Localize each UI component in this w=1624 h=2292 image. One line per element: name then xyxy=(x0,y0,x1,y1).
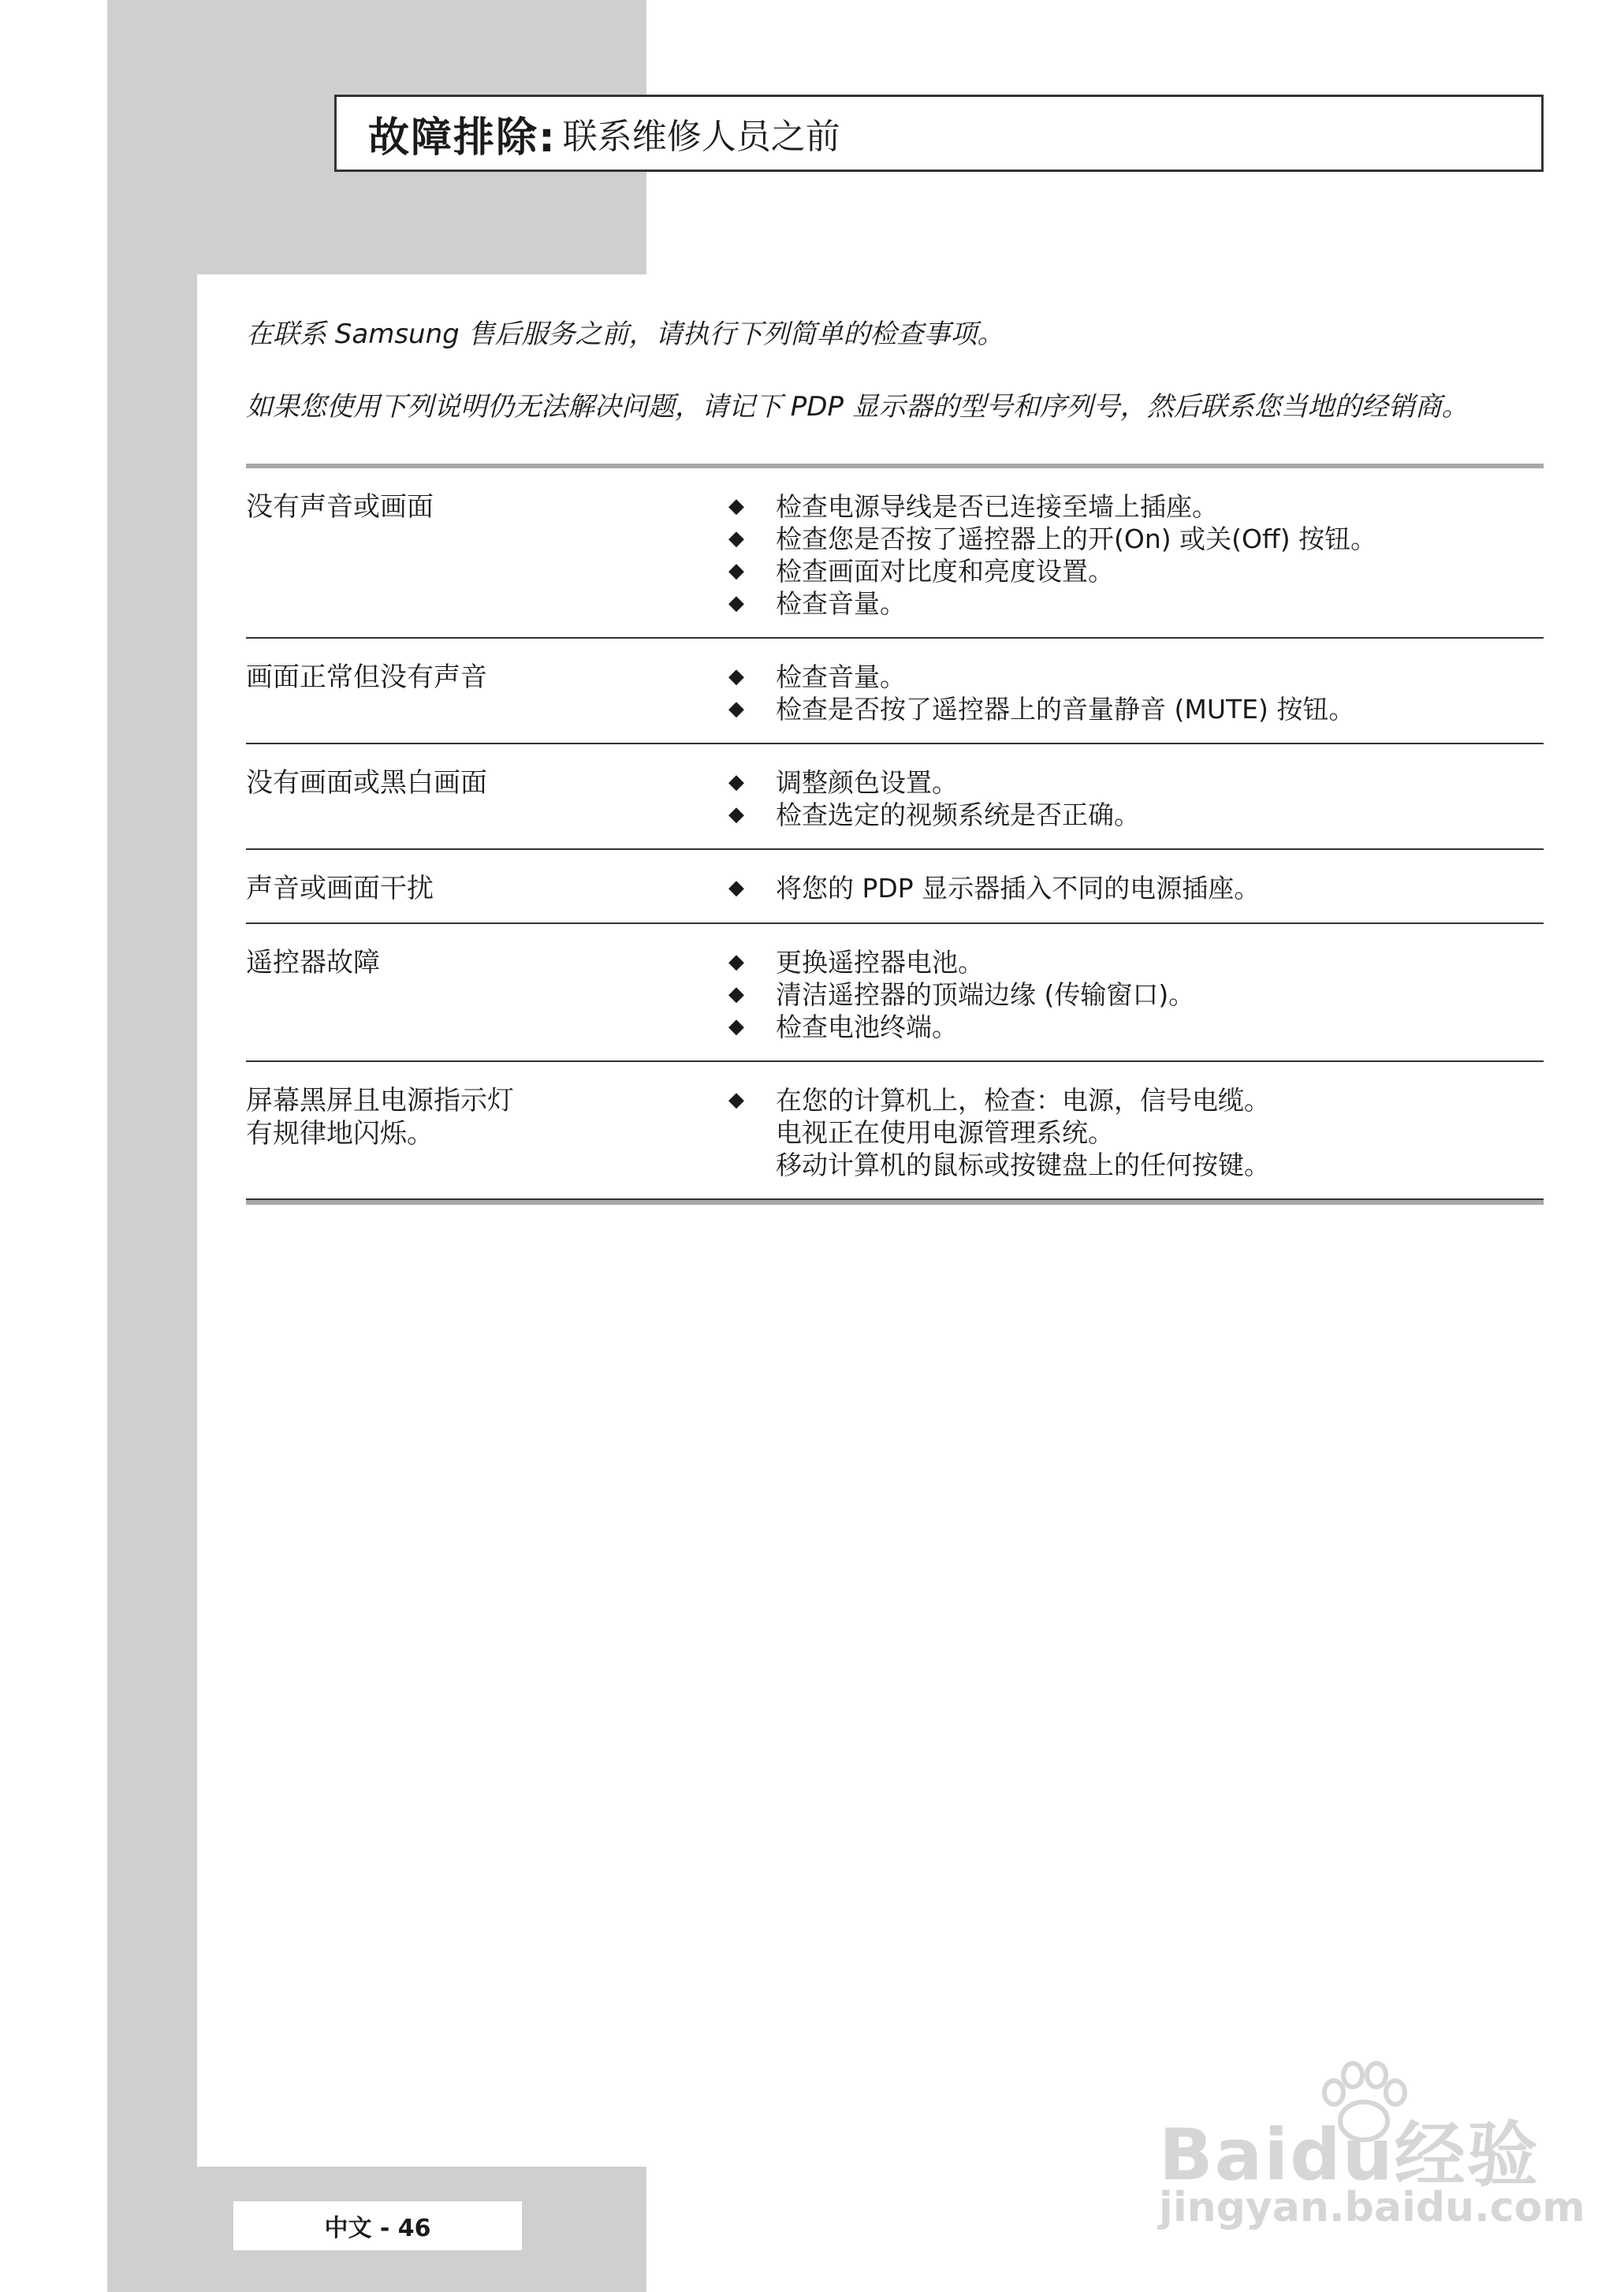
watermark-url: jingyan.baidu.com xyxy=(1159,2184,1585,2231)
table-row xyxy=(246,850,1544,924)
table-bottom-rule xyxy=(246,1200,1544,1205)
solution-item: ◆ 将您的 PDP 显示器插入不同的电源插座。 xyxy=(719,872,1544,904)
diamond-bullet-icon: ◆ xyxy=(728,1015,744,1038)
gray-left-margin xyxy=(107,0,197,2292)
problem-cell: 声音或画面干扰 xyxy=(246,873,434,904)
diamond-bullet-icon: ◆ xyxy=(728,950,744,974)
solution-item: ◆ 检查是否按了遥控器上的音量静音 (MUTE) 按钮。 xyxy=(719,693,1544,725)
baidu-watermark xyxy=(1159,2058,1585,2239)
solution-item: ◆ 检查电源导线是否已连接至墙上插座。 xyxy=(719,490,1544,523)
troubleshooting-table xyxy=(246,464,1544,1205)
table-row xyxy=(246,924,1544,1062)
diamond-bullet-icon: ◆ xyxy=(728,494,744,518)
diamond-bullet-icon: ◆ xyxy=(728,591,744,615)
diamond-bullet-icon: ◆ xyxy=(728,876,744,900)
solution-item: ◆ 检查画面对比度和亮度设置。 xyxy=(719,555,1544,587)
diamond-bullet-icon: ◆ xyxy=(728,1088,744,1112)
solution-item: ◆ 在您的计算机上，检查：电源，信号电缆。 xyxy=(719,1084,1544,1116)
solution-item: ◆ 清洁遥控器的顶端边缘 (传输窗口)。 xyxy=(719,978,1544,1011)
problem-cell: 遥控器故障 xyxy=(246,947,380,978)
table-row xyxy=(246,1062,1544,1200)
diamond-bullet-icon: ◆ xyxy=(728,982,744,1006)
diamond-bullet-icon: ◆ xyxy=(728,697,744,721)
solution-item-continued: 移动计算机的鼠标或按键盘上的任何按键。 xyxy=(776,1150,1270,1180)
table-row xyxy=(246,639,1544,744)
solution-cell xyxy=(719,639,1544,743)
problem-cell: 没有声音或画面 xyxy=(246,491,434,523)
diamond-bullet-icon: ◆ xyxy=(728,527,744,550)
solution-item-continued: 电视正在使用电源管理系统。 xyxy=(776,1117,1114,1148)
solution-item: ◆ 检查您是否按了遥控器上的开(On) 或关(Off) 按钮。 xyxy=(719,523,1544,555)
watermark-logo: Baidu经验 xyxy=(1159,2114,1540,2197)
table-row xyxy=(246,744,1544,850)
page-subtitle: 联系维修人员之前 xyxy=(562,117,840,157)
problem-cell: 画面正常但没有声音 xyxy=(246,662,487,693)
solution-cell xyxy=(719,1062,1544,1198)
page-title-box xyxy=(334,95,1544,172)
page-number: 中文 - 46 xyxy=(233,2201,522,2250)
diamond-bullet-icon: ◆ xyxy=(728,665,744,688)
table-row xyxy=(246,468,1544,639)
problem-line: 有规律地闪烁。 xyxy=(246,1118,434,1150)
solution-item: ◆ 检查音量。 xyxy=(719,587,1544,620)
solution-item: ◆ 检查电池终端。 xyxy=(719,1011,1544,1043)
diamond-bullet-icon: ◆ xyxy=(728,559,744,583)
diamond-bullet-icon: ◆ xyxy=(728,803,744,826)
solution-item: ◆ 更换遥控器电池。 xyxy=(719,946,1544,978)
page-title: 故障排除: xyxy=(368,114,557,162)
intro-line-1: 在联系 Samsung 售后服务之前，请执行下列简单的检查事项。 xyxy=(246,319,1004,350)
solution-cell xyxy=(719,744,1544,848)
problem-line: 屏幕黑屏且电源指示灯 xyxy=(246,1085,514,1116)
solution-item: ◆ 检查选定的视频系统是否正确。 xyxy=(719,799,1544,831)
solution-item: ◆ 检查音量。 xyxy=(719,661,1544,693)
solution-cell xyxy=(719,468,1544,637)
intro-line-2: 如果您使用下列说明仍无法解决问题，请记下 PDP 显示器的型号和序列号，然后联系您当地的经销商。 xyxy=(246,391,1469,423)
problem-cell: 没有画面或黑白画面 xyxy=(246,767,487,799)
problem-cell xyxy=(246,1062,719,1198)
diamond-bullet-icon: ◆ xyxy=(728,770,744,794)
solution-cell xyxy=(719,924,1544,1060)
solution-cell xyxy=(719,850,1544,922)
solution-item: ◆ 调整颜色设置。 xyxy=(719,766,1544,799)
